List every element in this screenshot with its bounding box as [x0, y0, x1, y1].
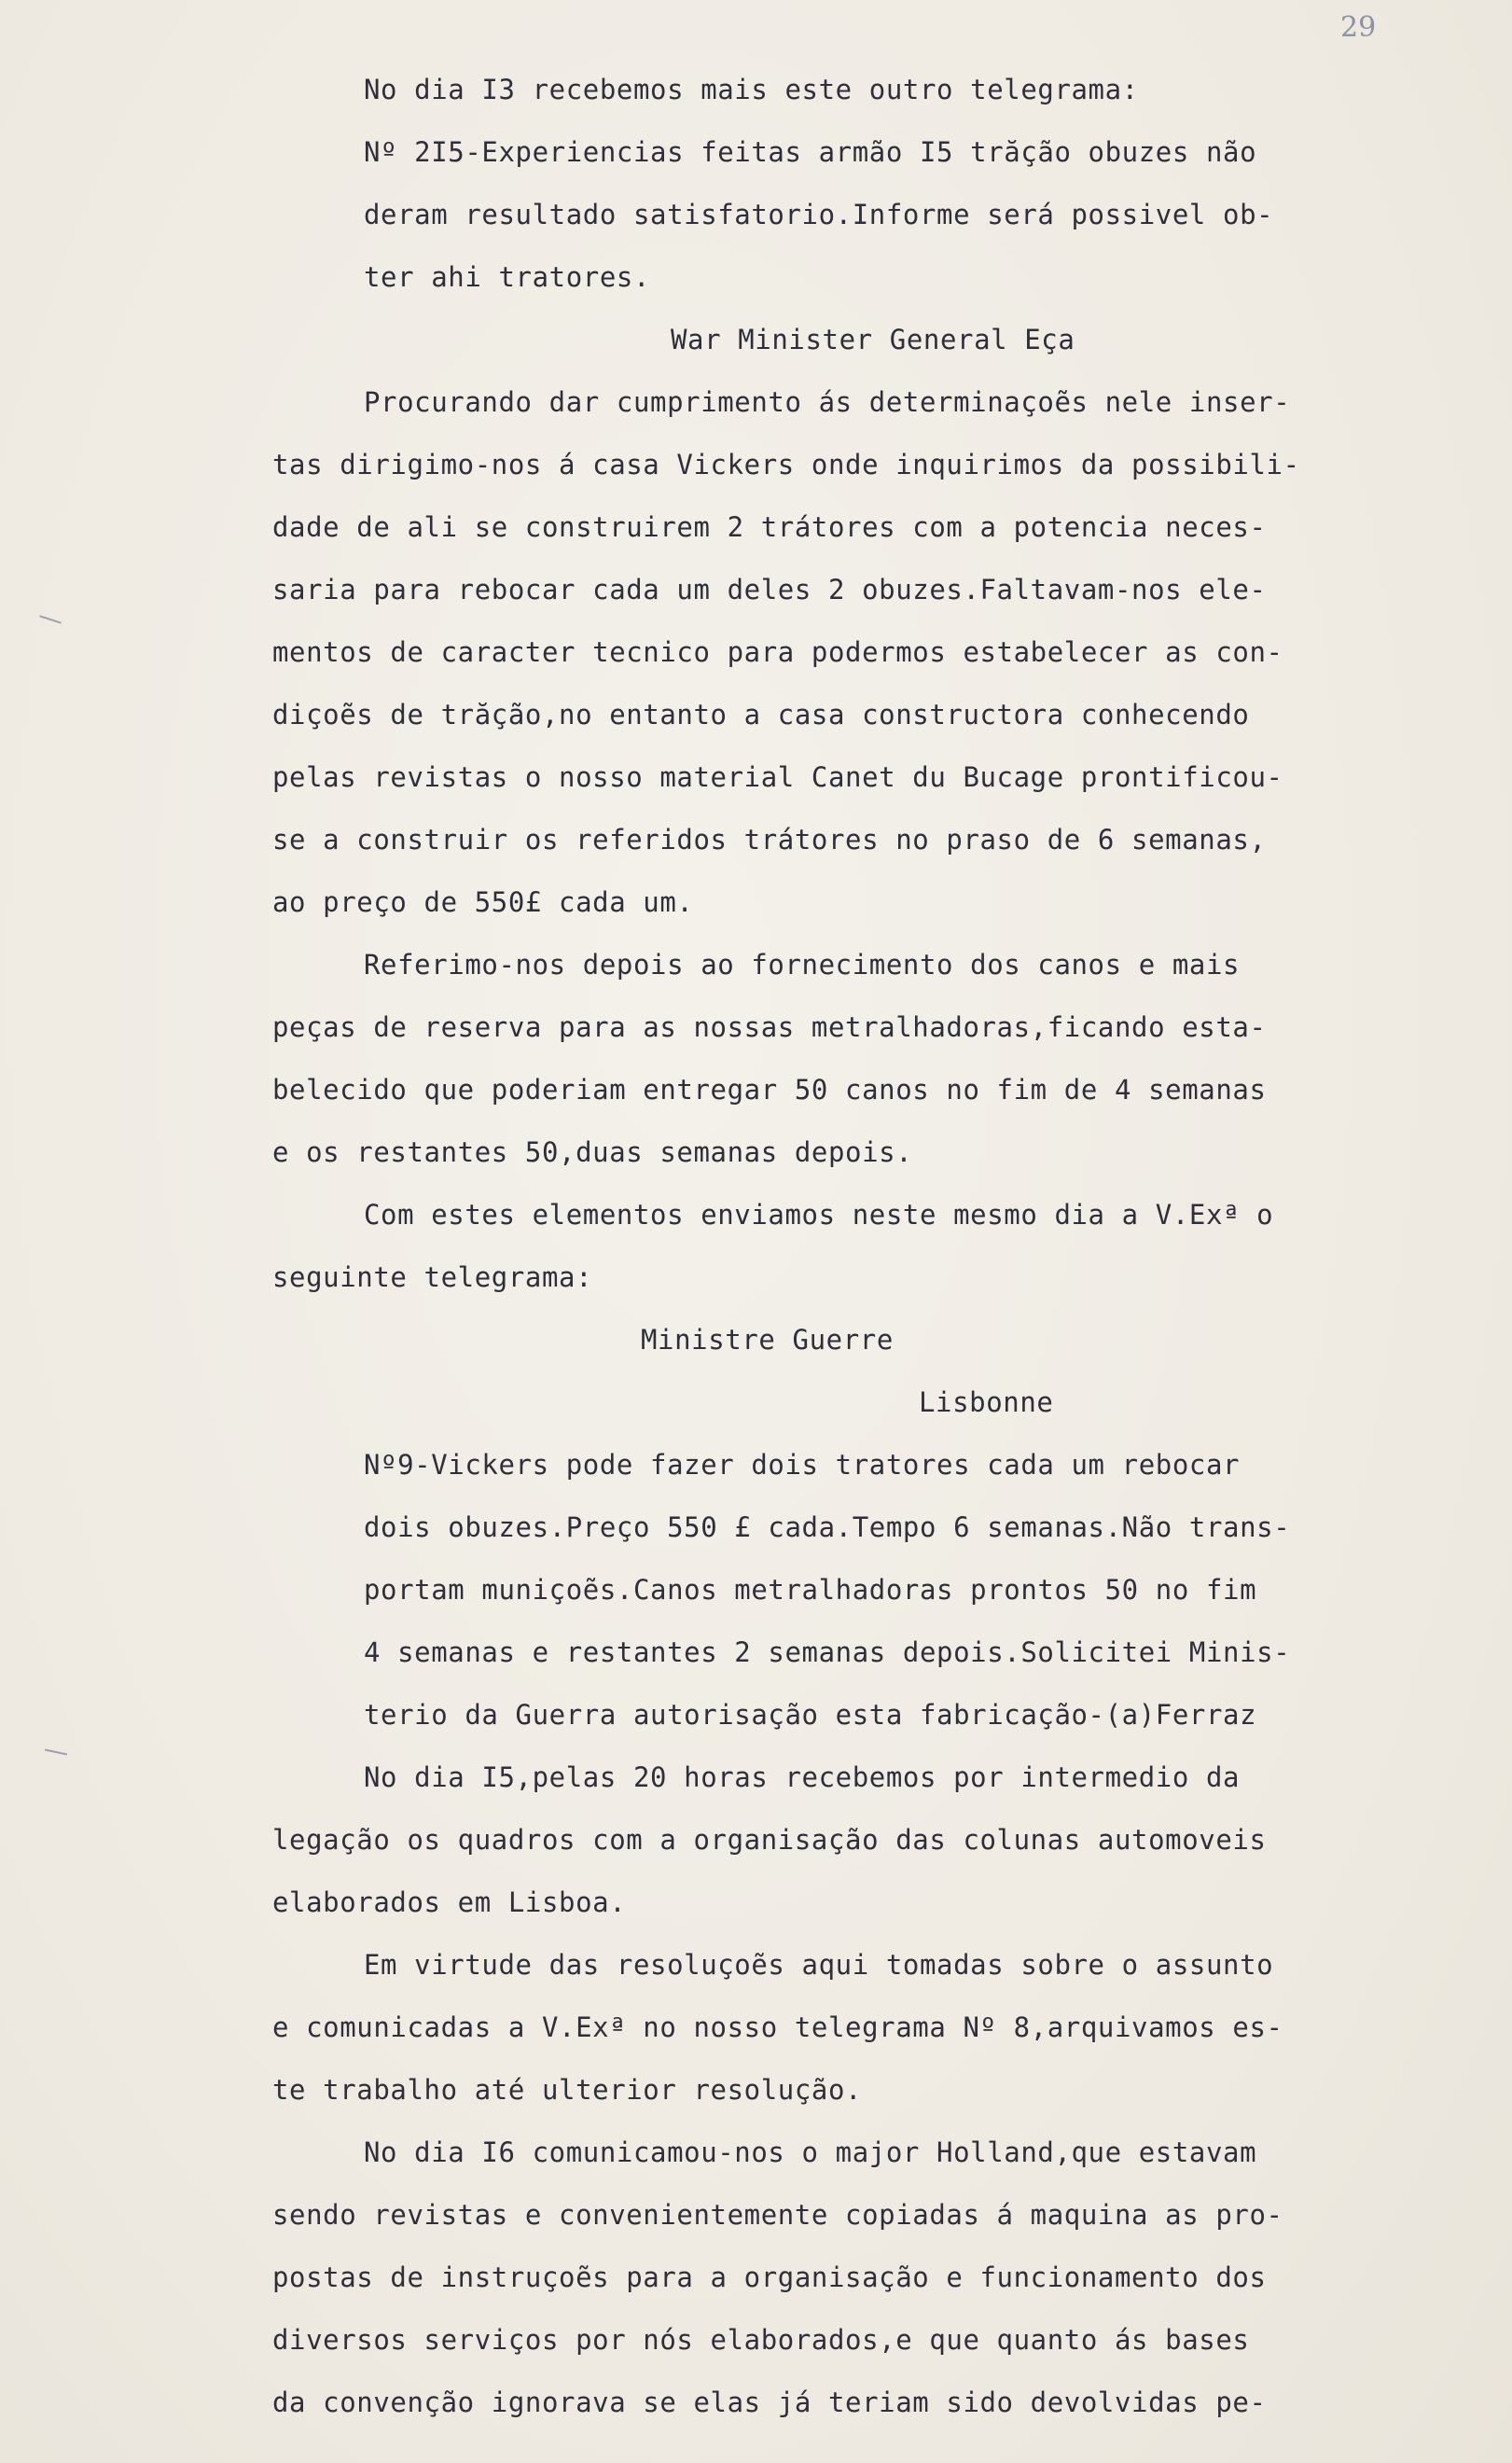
text-line: saria para rebocar cada um deles 2 obuzes.Faltavam-nos ele-: [272, 574, 1267, 605]
text-line: No dia I3 recebemos mais este outro telegrama:: [364, 74, 1139, 105]
text-line: Ministre Guerre: [641, 1324, 894, 1356]
text-line: 4 semanas e restantes 2 semanas depois.Solicitei Minis-: [364, 1636, 1291, 1668]
text-line: pelas revistas o nosso material Canet du Bucage prontificou-: [272, 761, 1283, 793]
text-line: Procurando dar cumprimento ás determinaçoẽs nele inser-: [364, 386, 1291, 418]
text-line: elaborados em Lisboa.: [272, 1886, 627, 1918]
text-line: No dia I5,pelas 20 horas recebemos por intermedio da: [364, 1761, 1241, 1793]
text-line: te trabalho até ulterior resolução.: [272, 2074, 863, 2106]
text-line: belecido que poderiam entregar 50 canos no fim de 4 semanas: [272, 1074, 1267, 1106]
page-number: 29: [1340, 11, 1377, 44]
text-line: terio da Guerra autorisação esta fabricação-(a)Ferraz: [364, 1699, 1257, 1731]
text-line: diçoẽs de trăção,no entanto a casa constructora conhecendo: [272, 699, 1250, 731]
text-line: deram resultado satisfatorio.Informe será possivel ob-: [364, 199, 1274, 230]
text-line: mentos de caracter tecnico para podermos estabelecer as con-: [272, 636, 1283, 668]
text-line: Referimo-nos depois ao fornecimento dos canos e mais: [364, 949, 1241, 981]
text-line: legação os quadros com a organisação das colunas automoveis: [272, 1824, 1267, 1856]
text-line: e os restantes 50,duas semanas depois.: [272, 1136, 913, 1168]
text-line: Lisbonne: [919, 1386, 1054, 1418]
text-line: Nº9-Vickers pode fazer dois tratores cada um rebocar: [364, 1449, 1241, 1481]
text-line: ter ahi tratores.: [364, 261, 651, 293]
text-line: postas de instruçoẽs para a organisação e funcionamento dos: [272, 2261, 1267, 2293]
text-line: tas dirigimo-nos á casa Vickers onde inquirimos da possibili-: [272, 449, 1300, 480]
text-line: peças de reserva para as nossas metralhadoras,ficando esta-: [272, 1011, 1267, 1043]
text-line: No dia I6 comunicamou-nos o major Holland,que estavam: [364, 2136, 1257, 2168]
text-line: dois obuzes.Preço 550 £ cada.Tempo 6 semanas.Não trans-: [364, 1511, 1291, 1543]
text-line: seguinte telegrama:: [272, 1261, 593, 1293]
text-line: War Minister General Eça: [671, 324, 1075, 355]
text-line: se a construir os referidos trátores no praso de 6 semanas,: [272, 824, 1267, 856]
text-line: e comunicadas a V.Exª no nosso telegrama Nº 8,arquivamos es-: [272, 2011, 1283, 2043]
text-line: Nº 2I5-Experiencias feitas armão I5 trăção obuzes não: [364, 136, 1257, 168]
text-line: dade de ali se construirem 2 trátores com a potencia neces-: [272, 511, 1267, 543]
text-line: da convenção ignorava se elas já teriam sido devolvidas pe-: [272, 2386, 1267, 2418]
text-line: Em virtude das resoluçoẽs aqui tomadas sobre o assunto: [364, 1949, 1274, 1981]
text-line: portam muniçoẽs.Canos metralhadoras prontos 50 no fim: [364, 1574, 1257, 1606]
margin-mark: [39, 615, 61, 623]
text-line: diversos serviços por nós elaborados,e que quanto ás bases: [272, 2324, 1250, 2356]
text-line: sendo revistas e convenientemente copiadas á maquina as pro-: [272, 2199, 1283, 2231]
text-line: Com estes elementos enviamos neste mesmo dia a V.Exª o: [364, 1199, 1274, 1231]
text-line: ao preço de 550£ cada um.: [272, 886, 694, 918]
margin-mark: [45, 1749, 67, 1756]
